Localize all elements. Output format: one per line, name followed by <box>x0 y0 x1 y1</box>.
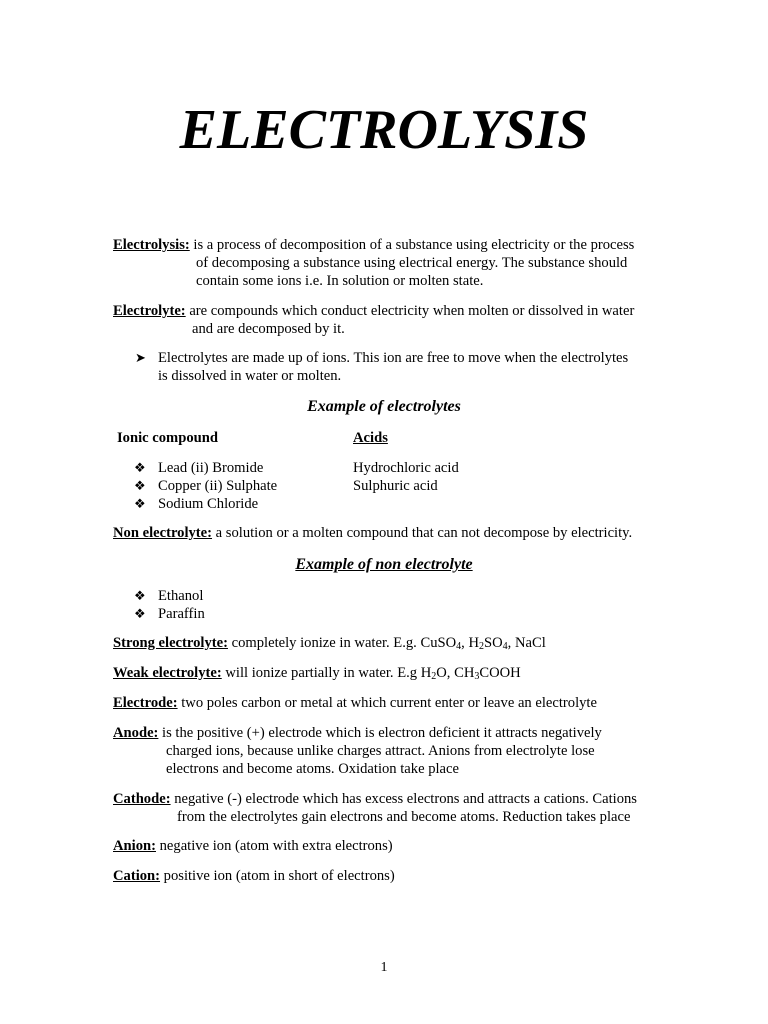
term-anode: Anode: <box>113 725 159 741</box>
list-item: Paraffin <box>158 606 205 622</box>
definition-text-line: from the electrolytes gain electrons and become atoms. Reduction takes place <box>177 809 631 825</box>
list-item: Copper (ii) Sulphate <box>158 478 278 494</box>
definition-text: two poles carbon or metal at which current enter or leave an electrolyte <box>177 695 597 711</box>
definition-strong-electrolyte <box>113 634 546 652</box>
section-heading-non-electrolyte: Example of non electrolyte <box>295 556 473 573</box>
definition-electrolysis <box>113 236 634 254</box>
definition-electrode <box>113 694 597 712</box>
diamond-bullet-icon: ❖ <box>134 606 146 621</box>
definition-text: O, CH <box>436 665 475 681</box>
definition-anion <box>113 837 393 855</box>
subscript: 4 <box>456 641 462 652</box>
term-electrolyte: Electrolyte: <box>113 303 186 319</box>
definition-text: is a process of decomposition of a substance using electricity or the process <box>189 237 635 253</box>
note-line: Electrolytes are made up of ions. This ion are free to move when the electrolytes <box>158 350 629 366</box>
definition-text: will ionize partially in water. E.g H <box>221 665 432 681</box>
section-heading-electrolytes: Example of electrolytes <box>307 398 461 415</box>
definition-text: is the positive (+) electrode which is electron deficient it attracts negatively <box>158 725 602 741</box>
list-item: Ethanol <box>158 588 204 604</box>
list-item: Sulphuric acid <box>353 478 438 494</box>
definition-text: , H <box>461 635 479 651</box>
definition-text: SO <box>484 635 503 651</box>
page-number: 1 <box>380 960 388 975</box>
diamond-bullet-icon: ❖ <box>134 588 146 603</box>
term-weak-electrolyte: Weak electrolyte: <box>113 665 222 681</box>
list-item: Sodium Chloride <box>158 496 259 512</box>
definition-non-electrolyte <box>113 524 632 542</box>
definition-cathode <box>113 790 637 808</box>
term-non-electrolyte: Non electrolyte: <box>113 525 213 541</box>
subscript: 2 <box>431 671 437 682</box>
subscript: 3 <box>474 671 480 682</box>
definition-text: negative (-) electrode which has excess electrons and attracts a cations. Cations <box>170 791 637 807</box>
definition-text: , NaCl <box>507 635 546 651</box>
definition-text: are compounds which conduct electricity when molten or dissolved in water <box>185 303 635 319</box>
term-electrolysis: Electrolysis: <box>113 237 190 253</box>
arrow-bullet-icon: ➤ <box>135 350 146 365</box>
note-line: is dissolved in water or molten. <box>158 368 342 384</box>
definition-text: a solution or a molten compound that can not decompose by electricity. <box>212 525 633 541</box>
term-anion: Anion: <box>113 838 156 854</box>
diamond-bullet-icon: ❖ <box>134 478 146 493</box>
term-electrode: Electrode: <box>113 695 178 711</box>
term-strong-electrolyte: Strong electrolyte: <box>113 635 228 651</box>
definition-text: COOH <box>479 665 521 681</box>
column-heading-ionic: Ionic compound <box>117 430 218 446</box>
subscript: 4 <box>502 641 508 652</box>
list-item: Hydrochloric acid <box>353 460 459 476</box>
term-cathode: Cathode: <box>113 791 171 807</box>
column-heading-acids: Acids <box>353 430 388 446</box>
diamond-bullet-icon: ❖ <box>134 460 146 475</box>
definition-text: negative ion (atom with extra electrons) <box>155 838 393 854</box>
definition-anode <box>113 724 602 742</box>
definition-cation <box>113 867 395 885</box>
definition-text: positive ion (atom in short of electrons) <box>160 868 395 884</box>
definition-text-line: and are decomposed by it. <box>192 321 345 337</box>
definition-text-line: electrons and become atoms. Oxidation take place <box>166 761 459 777</box>
definition-weak-electrolyte <box>113 664 521 682</box>
list-item: Lead (ii) Bromide <box>158 460 264 476</box>
definition-text-line: of decomposing a substance using electrical energy. The substance should <box>196 255 628 271</box>
subscript: 2 <box>479 641 484 652</box>
definition-text: completely ionize in water. E.g. CuSO <box>227 635 457 651</box>
diamond-bullet-icon: ❖ <box>134 496 146 511</box>
page-title: ELECTROLYSIS <box>179 99 589 161</box>
term-cation: Cation: <box>113 868 161 884</box>
definition-electrolyte <box>113 302 634 320</box>
definition-text-line: contain some ions i.e. In solution or molten state. <box>196 273 484 289</box>
definition-text-line: charged ions, because unlike charges attract. Anions from electrolyte lose <box>166 743 595 759</box>
